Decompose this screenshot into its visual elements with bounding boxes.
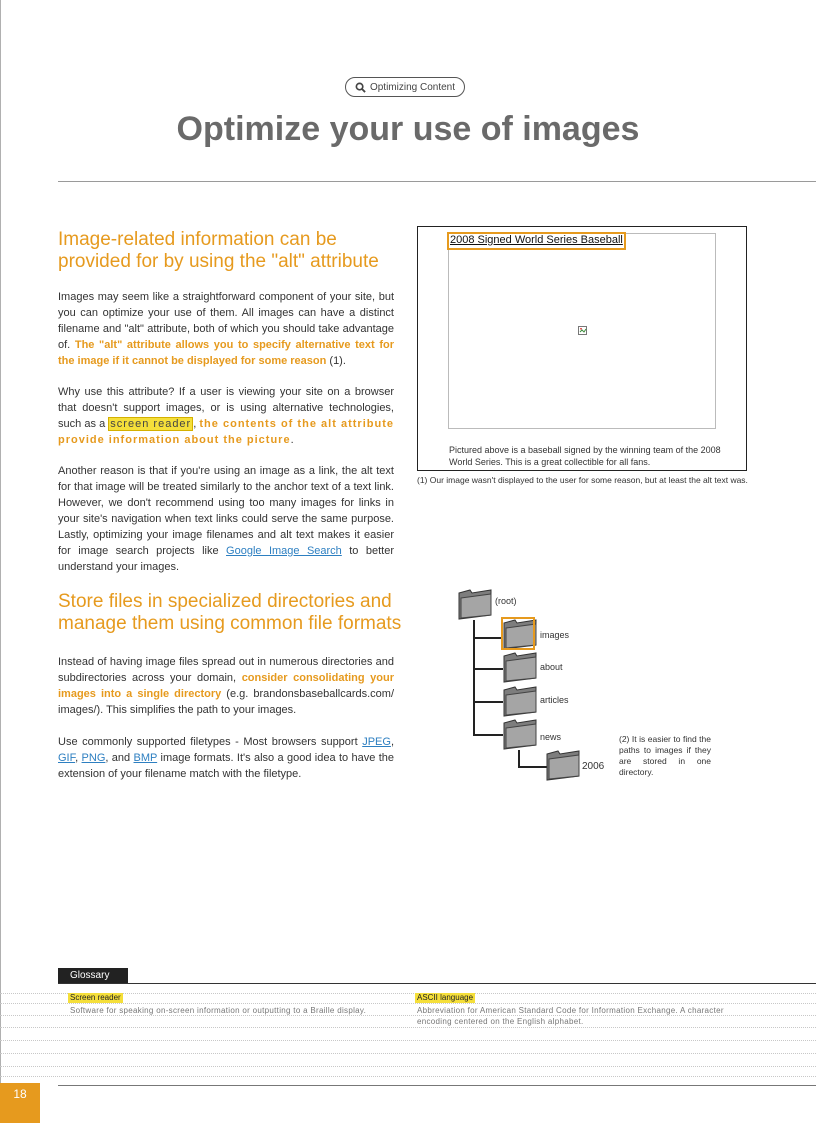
glossary-label: Glossary — [58, 968, 128, 983]
section1-paragraph3: Another reason is that if you're using an image as a link, the alt text for that image will be treated similarly to the anchor text of a text link. However, we don't recommend using too many images for links in your site's navigation when text links could serve the same purpose. Lastly, optimizing your image filenames and alt text makes it easier for image search projects like Google Image Search to better understand your images. — [58, 465, 394, 573]
screen-reader-term: screen reader — [110, 418, 192, 430]
tree-sub-trunk-line — [518, 750, 520, 767]
glossary-dotted-line — [0, 1053, 816, 1054]
gif-link[interactable]: GIF — [58, 752, 76, 764]
footer-divider — [58, 1085, 816, 1086]
figure1-alt-text: 2008 Signed World Series Baseball — [447, 232, 626, 250]
magnifier-icon — [355, 82, 366, 93]
tree-branch-about — [473, 668, 503, 670]
section2-paragraph2: Use commonly supported filetypes - Most browsers support JPEG, GIF, PNG, and BMP image formats. It's also a good idea to have the extension of your filename match with the filetype. — [58, 736, 394, 780]
folder-images-highlight — [501, 617, 535, 650]
png-link[interactable]: PNG — [81, 752, 106, 764]
page-title: Optimize your use of images — [176, 110, 640, 148]
glossary-dotted-line — [0, 1003, 816, 1004]
folder-root-icon — [458, 588, 492, 620]
glossary-dotted-line — [0, 1076, 816, 1077]
title-divider — [58, 181, 816, 182]
consolidate-emphasis: consider consolidating your images into a single directory — [58, 672, 395, 700]
section1-paragraph1: Images may seem like a straightforward component of your site, but you can optimize your use of them. All images can have a distinct filename and "alt" attribute, both of which you should take advantage of. The "alt" attribute allows you to specify alternative text for the image if it cannot be displayed for some reason (1). — [58, 291, 394, 367]
folder-about-icon — [503, 651, 537, 683]
tree-branch-news — [473, 734, 503, 736]
section2-heading: Store files in specialized directories and manage them using common file formats — [58, 591, 402, 634]
tree-branch-images — [473, 637, 503, 639]
jpeg-link[interactable]: JPEG — [362, 736, 391, 748]
page-number: 18 — [0, 1083, 40, 1123]
tree-branch-2006 — [518, 766, 548, 768]
folder-news-icon — [503, 718, 537, 750]
alt-attribute-emphasis: The "alt" attribute allows you to specify alternative text for the image if it cannot be displayed for some reason — [58, 339, 394, 367]
figure1-description: Pictured above is a baseball signed by the winning team of the 2008 World Series. This is a great collectible for all fans. — [449, 445, 721, 467]
tree-branch-articles — [473, 701, 503, 703]
folder-label-root: (root) — [495, 596, 517, 606]
glossary-divider — [58, 983, 816, 984]
figure1-caption: (1) Our image wasn't displayed to the user for some reason, but at least the alt text was. — [417, 475, 748, 485]
folder-articles-icon — [503, 685, 537, 717]
glossary-term-screen-reader: Screen reader — [70, 993, 121, 1002]
bmp-link[interactable]: BMP — [133, 752, 158, 764]
section2-paragraph1: Instead of having image files spread out in numerous directories and subdirectories across your domain, consider consolidating your images into a single directory (e.g. brandonsbaseballcards.com/ images/). This simplifies the path to your images. — [58, 656, 395, 716]
glossary-term-ascii: ASCII language — [417, 993, 474, 1002]
glossary-dotted-line — [0, 1027, 816, 1028]
figure2-caption: (2) It is easier to find the paths to images if they are stored in one directory. — [619, 734, 711, 777]
broken-image-icon — [578, 326, 588, 336]
section-tag — [345, 77, 465, 97]
folder-label-2006: 2006 — [582, 761, 605, 772]
folder-2006-icon — [546, 749, 580, 781]
alt-content-emphasis: the contents of the alt attribute provide information about the picture — [58, 418, 394, 446]
folder-label-images: images — [540, 630, 570, 640]
glossary-dotted-line — [0, 1066, 816, 1067]
section1-heading: Image-related information can be provided for by using the "alt" attribute — [58, 229, 379, 272]
google-image-search-link[interactable]: Google Image Search — [226, 545, 342, 557]
page-border — [0, 0, 1, 1123]
glossary-definition-ascii: Abbreviation for American Standard Code for Information Exchange. A character encoding centered on the English alphabet. — [417, 1006, 724, 1026]
folder-label-news: news — [540, 732, 562, 742]
folder-label-articles: articles — [540, 695, 569, 705]
folder-label-about: about — [540, 662, 563, 672]
glossary-dotted-line — [0, 1040, 816, 1041]
glossary-definition-screen-reader: Software for speaking on-screen information or outputting to a Braille display. — [70, 1006, 367, 1015]
section-tag-label: Optimizing Content — [369, 81, 456, 93]
section1-paragraph2: Why use this attribute? If a user is viewing your site on a browser that doesn't support images, or is using alternative technologies, such as a screen reader , the contents of the alt attribute provide information about the picture. — [58, 386, 394, 446]
